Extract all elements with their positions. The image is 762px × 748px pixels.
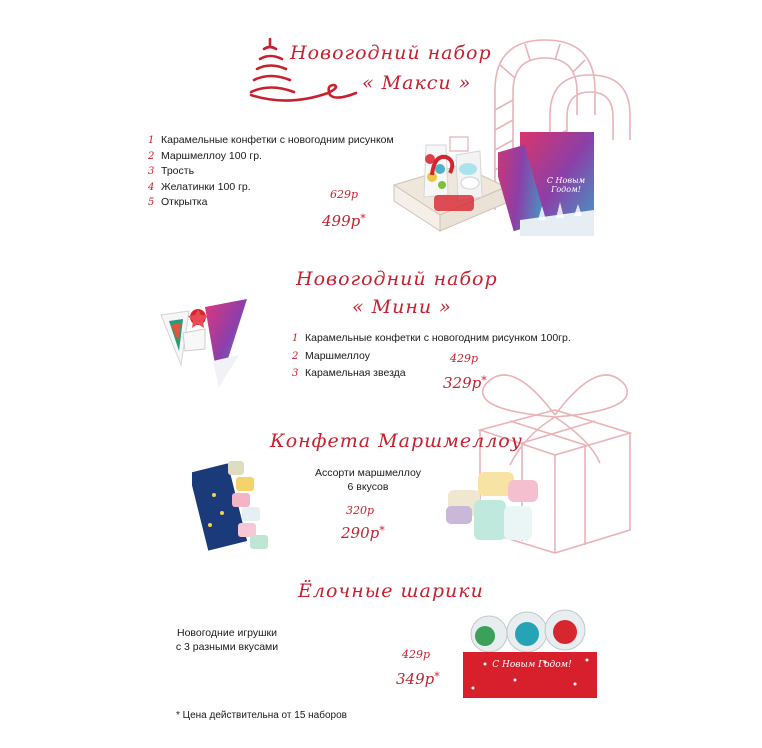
mini-item-list xyxy=(292,330,571,383)
maxi-gift-box-image xyxy=(390,125,510,235)
maxi-old-price: 629р xyxy=(330,188,359,201)
marshmallow-new-price: 290р* xyxy=(341,524,385,542)
marshmallow-description: Ассорти маршмеллоу 6 вкусов xyxy=(314,467,422,493)
list-item: 2 Маршмеллоу xyxy=(292,349,371,362)
list-item: 3 Трость xyxy=(148,165,195,178)
list-item: 3 Карамельная звезда xyxy=(292,367,406,379)
mini-old-price: 429р xyxy=(450,352,479,365)
list-item: 5 Открытка xyxy=(148,196,208,209)
list-item: 1 Карамельные конфетки с новогодним рисунком 100гр. xyxy=(292,332,571,344)
balls-title: Ёлочные шарики xyxy=(298,580,484,602)
balls-description: Новогодние игрушки с 3 разными вкусами xyxy=(175,627,279,653)
balls-box-text: С Новым Годом! xyxy=(492,660,572,670)
price-footnote: * Цена действительна от 15 наборов xyxy=(176,710,347,721)
marshmallow-cubes-image xyxy=(438,466,548,546)
balls-old-price: 429р xyxy=(402,648,431,661)
marshmallow-pack-image xyxy=(192,455,282,555)
maxi-title-line2: « Макси » xyxy=(362,72,472,94)
mini-new-price: 329р* xyxy=(443,374,487,392)
christmas-balls-box-image xyxy=(455,600,605,700)
marshmallow-title: Конфета Маршмеллоу xyxy=(270,430,523,452)
maxi-new-price: 499р* xyxy=(322,212,366,230)
mini-cone-bags-image xyxy=(155,295,265,390)
list-item: 2 Маршмеллоу 100 гр. xyxy=(148,149,262,162)
list-item: 1 Карамельные конфетки с новогодним рисунком xyxy=(148,134,394,146)
maxi-title-line1: Новогодний набор xyxy=(290,42,492,64)
balls-new-price: 349р* xyxy=(396,670,440,688)
card-greeting-text: С Новым Годом! xyxy=(546,176,586,194)
mini-title-line1: Новогодний набор xyxy=(296,268,498,290)
marshmallow-old-price: 320р xyxy=(346,504,375,517)
mini-title-line2: « Мини » xyxy=(352,296,452,318)
list-item: 4 Желатинки 100 гр. xyxy=(148,180,251,193)
